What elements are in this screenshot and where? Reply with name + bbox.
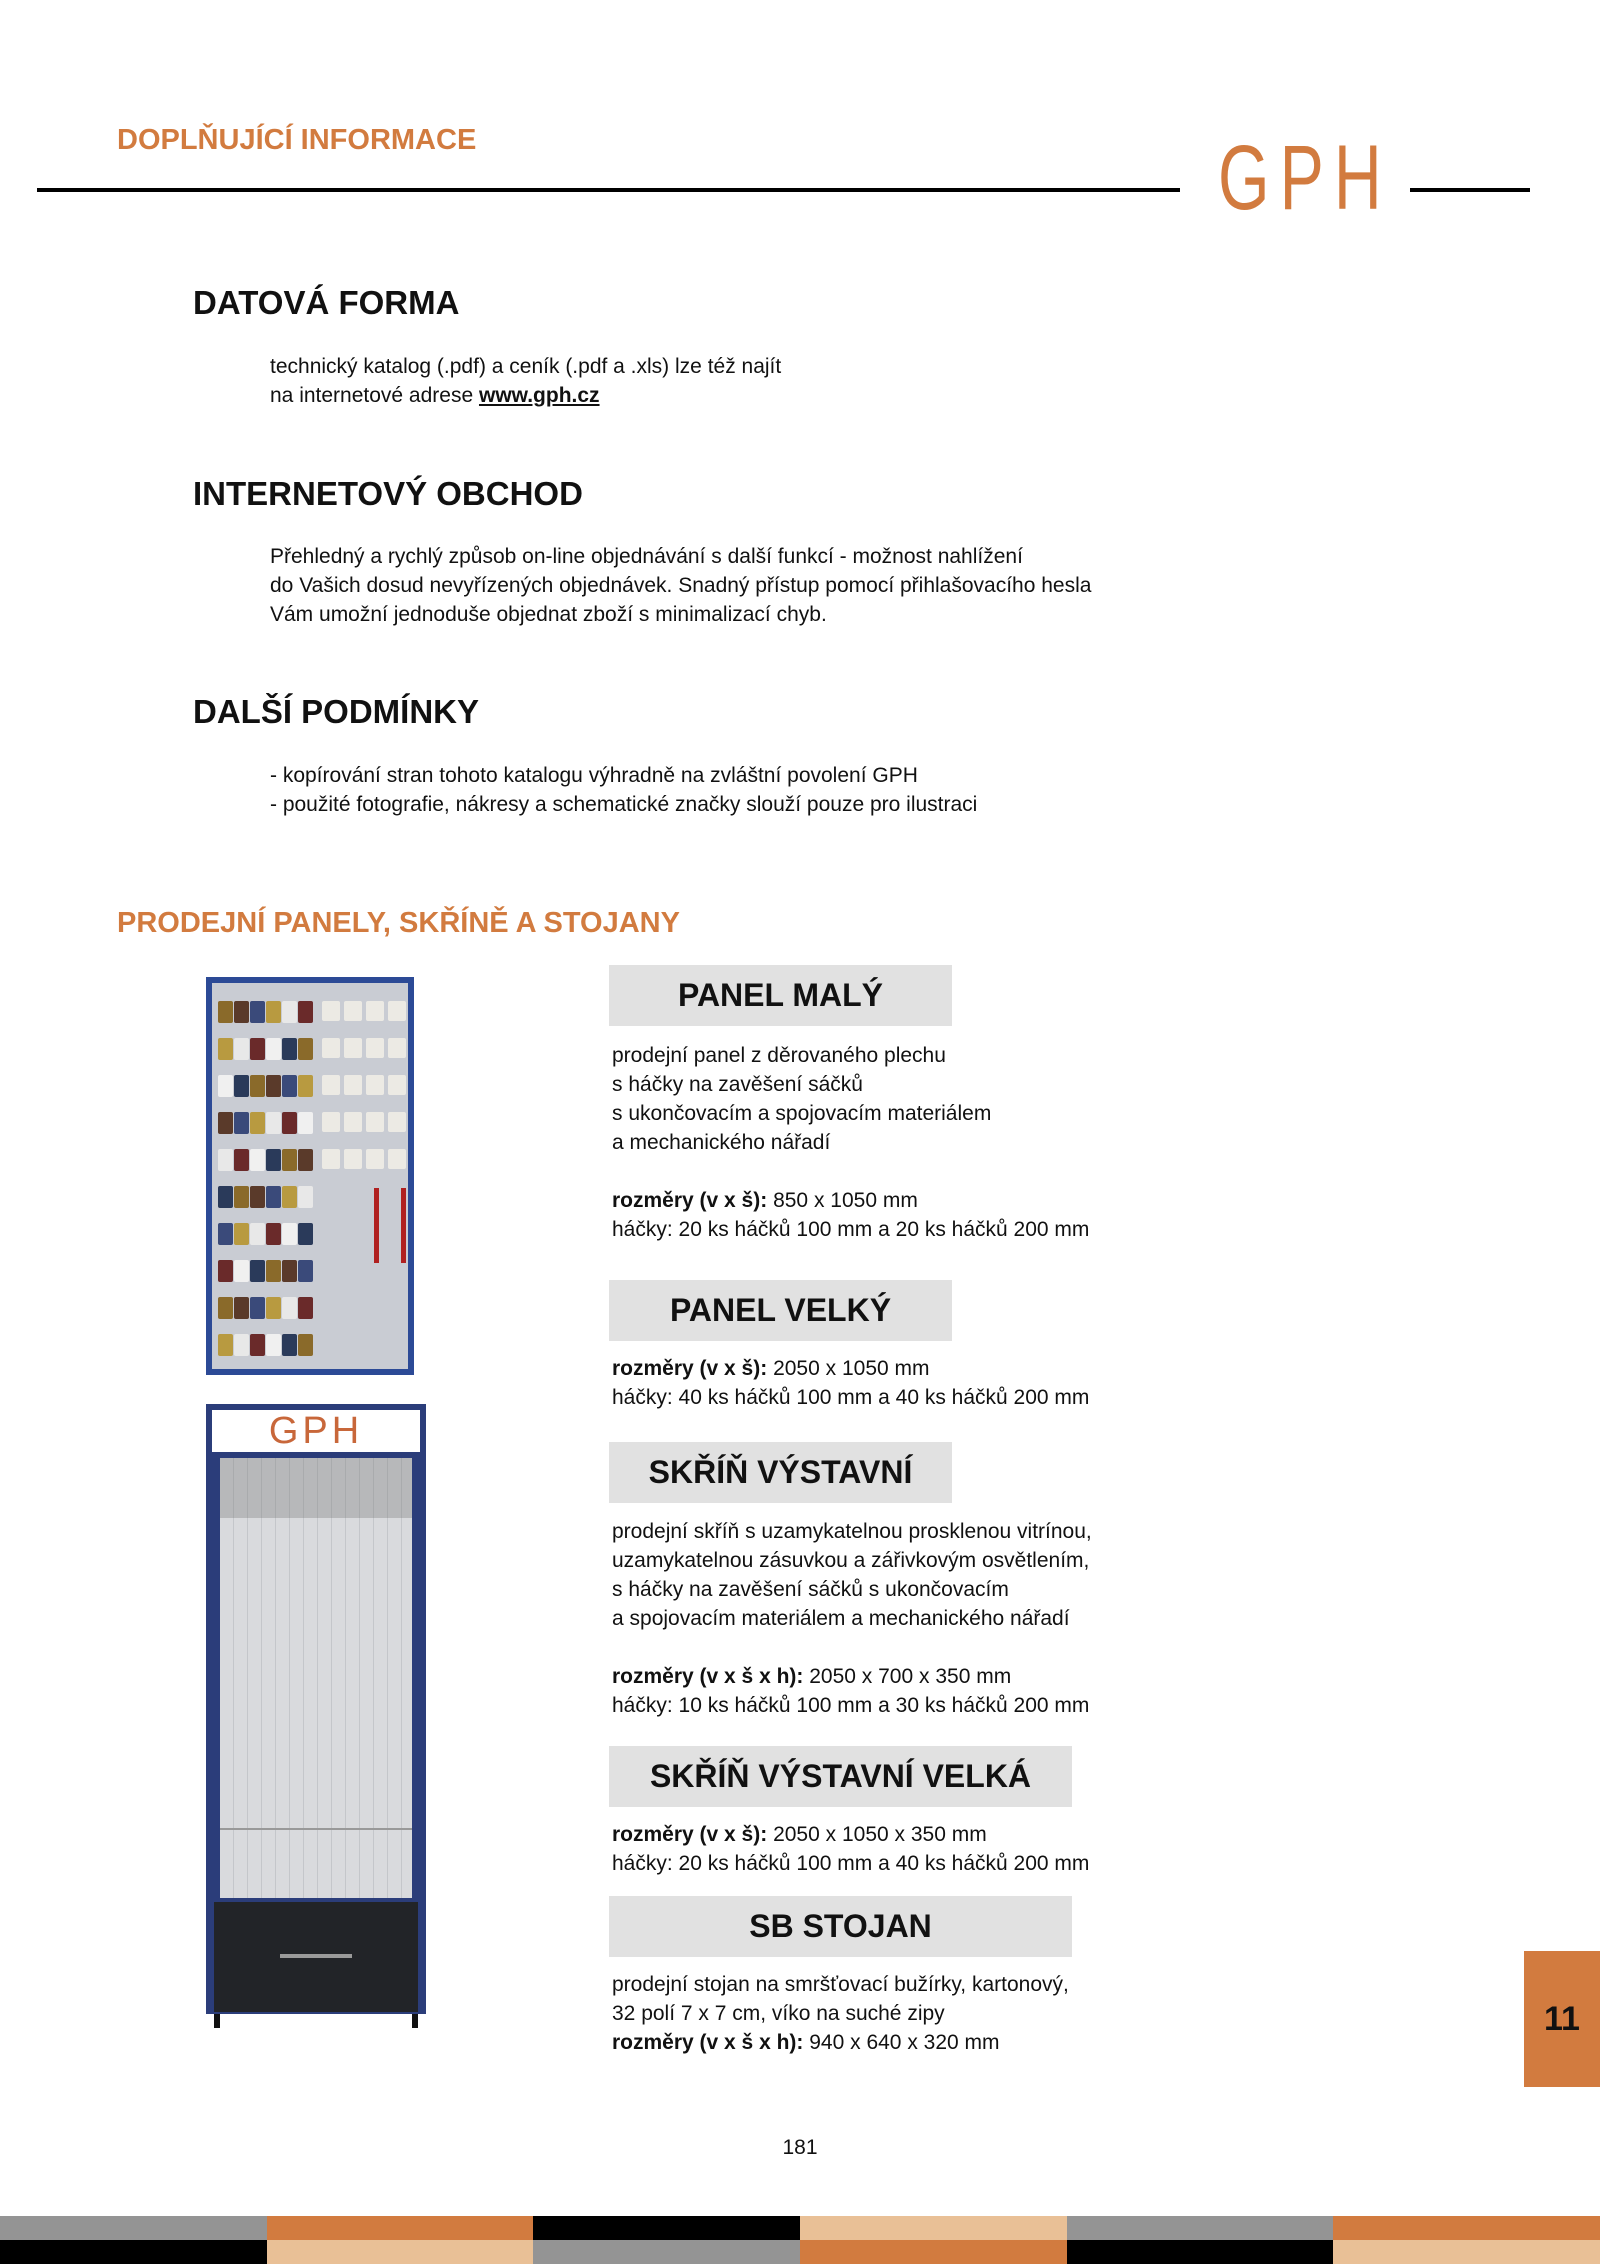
bag-item — [218, 1260, 233, 1282]
bag-item — [250, 1112, 265, 1134]
bag-item — [218, 1112, 233, 1134]
bag-item — [250, 1038, 265, 1060]
bag-item — [250, 1001, 265, 1023]
bag-item — [282, 1075, 297, 1097]
bag-item — [234, 1001, 249, 1023]
bag-item — [266, 1001, 281, 1023]
bag-item — [322, 1038, 340, 1058]
text-line: s háčky na zavěšení sáčků s ukončovacím — [612, 1578, 1009, 1601]
text-line: prodejní skříň s uzamykatelnou prosklenou vitrínou, — [612, 1520, 1092, 1543]
bag-item — [266, 1075, 281, 1097]
text-line: - kopírování stran tohoto katalogu výhradně na zvláštní povolení GPH — [270, 764, 918, 787]
bag-item — [298, 1186, 313, 1208]
bag-item — [218, 1038, 233, 1060]
bag-item — [266, 1260, 281, 1282]
drawer-handle — [280, 1954, 352, 1958]
cabinet-sign: GPH — [212, 1410, 420, 1452]
footer-stripe — [533, 2216, 800, 2240]
bag-item — [234, 1149, 249, 1171]
bag-item — [344, 1149, 362, 1169]
bag-item — [218, 1297, 233, 1319]
header-rule-right — [1410, 188, 1530, 192]
dim-label: rozměry (v x š): — [612, 1189, 768, 1212]
bag-item — [366, 1149, 384, 1169]
header-rule — [37, 188, 1180, 192]
bag-item — [218, 1075, 233, 1097]
product-title-panel-maly: PANEL MALÝ — [609, 965, 952, 1026]
product-title-skrin-vystavni: SKŘÍŇ VÝSTAVNÍ — [609, 1442, 952, 1503]
bag-item — [218, 1334, 233, 1356]
cabinet-drawer — [214, 1902, 418, 2012]
bag-item — [250, 1149, 265, 1171]
text-line: - použité fotografie, nákresy a schematické značky slouží pouze pro ilustraci — [270, 793, 978, 816]
dimensions — [612, 1820, 1089, 1849]
bag-item — [218, 1149, 233, 1171]
chapter-tab: 11 — [1524, 1951, 1600, 2087]
dim-label: rozměry (v x š): — [612, 1823, 768, 1846]
dim-value: 850 x 1050 mm — [767, 1189, 918, 1212]
bag-item — [388, 1038, 406, 1058]
footer-stripe — [800, 2216, 1067, 2240]
bag-item — [298, 1075, 313, 1097]
bag-item — [282, 1149, 297, 1171]
bag-item — [298, 1112, 313, 1134]
bag-item — [234, 1297, 249, 1319]
bag-item — [250, 1334, 265, 1356]
product-title-skrin-vystavni-velka: SKŘÍŇ VÝSTAVNÍ VELKÁ — [609, 1746, 1072, 1807]
bag-item — [298, 1149, 313, 1171]
bag-item — [266, 1334, 281, 1356]
bag-item — [250, 1297, 265, 1319]
bag-item — [250, 1075, 265, 1097]
product-title-sb-stojan: SB STOJAN — [609, 1896, 1072, 1957]
bag-item — [344, 1075, 362, 1095]
bag-item — [218, 1186, 233, 1208]
text-line: prodejní panel z děrovaného plechu — [612, 1044, 946, 1067]
bag-item — [266, 1186, 281, 1208]
text-line: do Vašich dosud nevyřízených objednávek. Snadný přístup pomocí přihlašovacího hesla — [270, 574, 1092, 597]
footer-stripe — [1333, 2216, 1600, 2240]
bag-item — [234, 1260, 249, 1282]
bag-item — [282, 1260, 297, 1282]
bag-item — [234, 1186, 249, 1208]
bag-item — [282, 1334, 297, 1356]
product-desc-panel-velky — [612, 1354, 1089, 1412]
tool-item — [374, 1188, 406, 1263]
bag-item — [322, 1075, 340, 1095]
product-title-panel-velky: PANEL VELKÝ — [609, 1280, 952, 1341]
dimensions — [612, 1186, 1089, 1215]
footer-stripe — [1067, 2240, 1334, 2264]
text-line: a spojovacím materiálem a mechanického nářadí — [612, 1607, 1070, 1630]
bag-item — [366, 1038, 384, 1058]
dim-value: 940 x 640 x 320 mm — [803, 2031, 1000, 2054]
bag-item — [322, 1001, 340, 1021]
bag-item — [250, 1186, 265, 1208]
dim-value: 2050 x 1050 x 350 mm — [767, 1823, 987, 1846]
dim-label: rozměry (v x š x h): — [612, 2031, 804, 2054]
dim-label: rozměry (v x š x h): — [612, 1665, 804, 1688]
bag-item — [366, 1001, 384, 1021]
bag-item — [218, 1223, 233, 1245]
bag-item — [250, 1260, 265, 1282]
bag-item — [298, 1223, 313, 1245]
product-desc-sb-stojan — [612, 1970, 1069, 2057]
bag-item — [344, 1001, 362, 1021]
footer-stripe — [1067, 2216, 1334, 2240]
text-line: uzamykatelnou zásuvkou a zářivkovým osvětlením, — [612, 1549, 1090, 1572]
bag-item — [282, 1001, 297, 1023]
hooks: háčky: 20 ks háčků 100 mm a 40 ks háčků 200 mm — [612, 1852, 1090, 1875]
bag-item — [282, 1223, 297, 1245]
dimensions — [612, 2028, 1069, 2057]
bag-item — [282, 1112, 297, 1134]
bag-item — [322, 1112, 340, 1132]
dim-value: 2050 x 700 x 350 mm — [803, 1665, 1012, 1688]
panel-photo-surface — [212, 983, 408, 1369]
bag-item — [282, 1297, 297, 1319]
bag-item — [388, 1075, 406, 1095]
dimensions — [612, 1354, 1089, 1383]
footer-stripe — [267, 2216, 534, 2240]
bag-item — [298, 1297, 313, 1319]
internetovy-obchod-text — [270, 542, 1091, 629]
cabinet-shelf — [220, 1828, 412, 1830]
heading-datova-forma: DATOVÁ FORMA — [193, 284, 460, 321]
bag-item — [298, 1260, 313, 1282]
bag-item — [322, 1149, 340, 1169]
hooks: háčky: 40 ks háčků 100 mm a 40 ks háčků 200 mm — [612, 1386, 1090, 1409]
footer-stripe — [267, 2240, 534, 2264]
text-line: Vám umožní jednoduše objednat zboží s minimalizací chyb. — [270, 603, 827, 626]
text-line: technický katalog (.pdf) a ceník (.pdf a .xls) lze též najít — [270, 355, 782, 378]
bag-item — [388, 1001, 406, 1021]
product-desc-skrin-vystavni — [612, 1517, 1092, 1720]
footer-stripe — [800, 2240, 1067, 2264]
text-prefix: na internetové adrese — [270, 384, 479, 407]
bag-item — [266, 1038, 281, 1060]
bag-item — [234, 1075, 249, 1097]
bag-item — [298, 1334, 313, 1356]
product-desc-skrin-vystavni-velka — [612, 1820, 1089, 1878]
product-desc-panel-maly — [612, 1041, 1089, 1244]
datova-forma-text — [270, 352, 781, 410]
bag-item — [388, 1149, 406, 1169]
bag-item — [218, 1001, 233, 1023]
bag-item — [366, 1075, 384, 1095]
dimensions — [612, 1662, 1092, 1691]
bag-item — [366, 1112, 384, 1132]
bag-item — [388, 1112, 406, 1132]
cabinet-foot — [412, 2014, 418, 2028]
bag-item — [298, 1001, 313, 1023]
section-title: DOPLŇUJÍCÍ INFORMACE — [117, 124, 477, 156]
bag-item — [282, 1038, 297, 1060]
dim-value: 2050 x 1050 mm — [767, 1357, 930, 1380]
cabinet-glass — [220, 1458, 412, 1898]
page-number: 181 — [782, 2136, 818, 2159]
bag-item — [344, 1038, 362, 1058]
bag-item — [298, 1038, 313, 1060]
bag-item — [282, 1186, 297, 1208]
heading-internetovy-obchod: INTERNETOVÝ OBCHOD — [193, 475, 583, 512]
footer-stripe — [1333, 2240, 1600, 2264]
heading-dalsi-podminky: DALŠÍ PODMÍNKY — [193, 693, 480, 730]
bag-item — [266, 1297, 281, 1319]
bag-item — [266, 1112, 281, 1134]
bag-item — [266, 1149, 281, 1171]
text-line: 32 polí 7 x 7 cm, víko na suché zipy — [612, 2002, 945, 2025]
bag-item — [266, 1223, 281, 1245]
dalsi-podminky-text — [270, 761, 977, 819]
footer-stripe — [533, 2240, 800, 2264]
cabinet-shelf-shadow — [220, 1458, 412, 1518]
text-line: prodejní stojan na smršťovací bužírky, kartonový, — [612, 1973, 1069, 1996]
panel-photo — [206, 977, 414, 1375]
bag-item — [234, 1112, 249, 1134]
hooks: háčky: 20 ks háčků 100 mm a 20 ks háčků 200 mm — [612, 1218, 1090, 1241]
bag-item — [234, 1038, 249, 1060]
bag-item — [234, 1334, 249, 1356]
bag-item — [250, 1223, 265, 1245]
text-line — [270, 381, 781, 410]
text-line: s ukončovacím a spojovacím materiálem — [612, 1102, 992, 1125]
dim-label: rozměry (v x š): — [612, 1357, 768, 1380]
products-section-title: PRODEJNÍ PANELY, SKŘÍNĚ A STOJANY — [117, 907, 680, 939]
hooks: háčky: 10 ks háčků 100 mm a 30 ks háčků 200 mm — [612, 1694, 1090, 1717]
bag-item — [344, 1112, 362, 1132]
gph-logo: GPH — [1218, 127, 1392, 229]
cabinet-photo — [206, 1404, 426, 2052]
bag-item — [234, 1223, 249, 1245]
footer-stripe — [0, 2216, 267, 2240]
website-link[interactable]: www.gph.cz — [478, 384, 600, 407]
text-line: Přehledný a rychlý způsob on-line objednávání s další funkcí - možnost nahlížení — [270, 545, 1023, 568]
text-line: s háčky na zavěšení sáčků — [612, 1073, 863, 1096]
footer-stripe — [0, 2240, 267, 2264]
text-line: a mechanického nářadí — [612, 1131, 831, 1154]
cabinet-foot — [214, 2014, 220, 2028]
